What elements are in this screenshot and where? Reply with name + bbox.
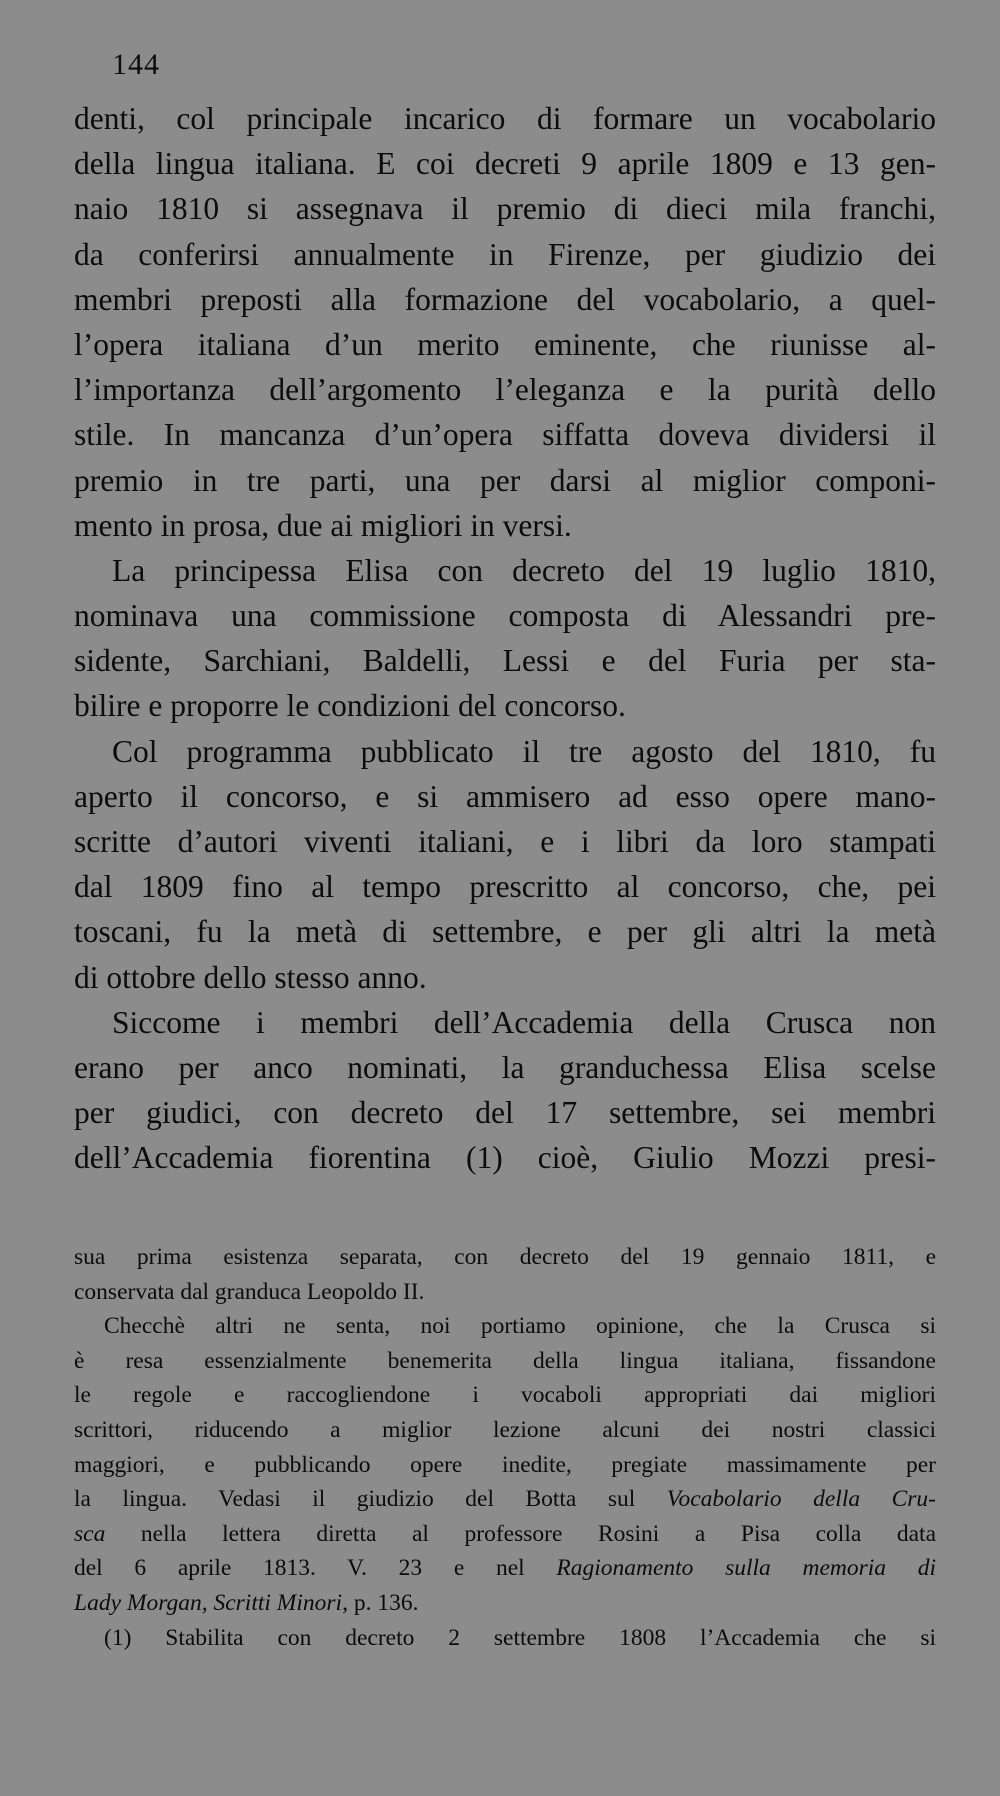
- text-line: dal 1809 fino al tempo prescritto al concorso, che, pei: [74, 869, 936, 905]
- footnote-text: nella lettera diretta al professore Rosini a Pisa colla data: [105, 1520, 936, 1547]
- main-text: [74, 96, 936, 1181]
- footnote-line: [74, 1482, 936, 1517]
- citation-title: Lady Morgan, Scritti Minori: [74, 1589, 343, 1616]
- text-line: sidente, Sarchiani, Baldelli, Lessi e del Furia per sta-: [74, 643, 936, 679]
- text-line: di ottobre dello stesso anno.: [74, 959, 427, 995]
- footnote-line: Checchè altri ne senta, noi portiamo opinione, che la Crusca si: [104, 1313, 936, 1340]
- text-line: scritte d’autori viventi italiani, e i libri da loro stampati: [74, 824, 936, 859]
- footnote-line: scrittori, riducendo a miglior lezione alcuni dei nostri classici: [74, 1416, 936, 1443]
- text-line: La principessa Elisa con decreto del 19 luglio 1810,: [112, 552, 936, 588]
- text-line: bilire e proporre le condizioni del concorso.: [74, 688, 626, 724]
- page-number: 144: [112, 48, 160, 81]
- footnote-text: la lingua. Vedasi il giudizio del Botta sul: [74, 1486, 667, 1513]
- text-line: denti, col principale incarico di formare un vocabolario: [74, 101, 936, 136]
- text-line: aperto il concorso, e si ammisero ad esso opere mano-: [74, 778, 936, 814]
- text-line: mento in prosa, due ai migliori in versi.: [74, 507, 572, 543]
- text-line: stile. In mancanza d’un’opera siffatta doveva dividersi il: [74, 417, 936, 453]
- footnote-text: del 6 aprile 1813. V. 23 e nel: [74, 1555, 557, 1582]
- citation-title: Ragionamento sulla memoria di: [556, 1555, 936, 1582]
- text-line: toscani, fu la metà di settembre, e per gli altri la metà: [74, 914, 936, 950]
- text-line: da conferirsi annualmente in Firenze, per giudizio dei: [74, 236, 936, 272]
- citation-title: sca: [74, 1520, 106, 1547]
- footnotes: [74, 1240, 936, 1655]
- text-line: premio in tre parti, una per darsi al miglior componi-: [74, 462, 936, 498]
- citation-title: Vocabolario della Cru-: [666, 1486, 936, 1513]
- text-line: naio 1810 si assegnava il premio di dieci mila franchi,: [74, 191, 936, 227]
- text-line: dell’Accademia fiorentina (1) cioè, Giulio Mozzi presi-: [74, 1140, 936, 1176]
- text-line: membri preposti alla formazione del vocabolario, a quel-: [74, 281, 936, 317]
- text-line: Col programma pubblicato il tre agosto del 1810, fu: [112, 733, 936, 769]
- text-line: l’opera italiana d’un merito eminente, che riunisse al-: [74, 326, 936, 362]
- footnote-line: [74, 1551, 936, 1586]
- footnote-line: conservata dal granduca Leopoldo II.: [74, 1278, 425, 1305]
- text-line: erano per anco nominati, la granduchessa Elisa scelse: [74, 1049, 936, 1085]
- footnote-line: (1) Stabilita con decreto 2 settembre 1808 l’Accademia che si: [104, 1624, 936, 1651]
- text-line: per giudici, con decreto del 17 settembre, sei membri: [74, 1095, 936, 1131]
- text-line: nominava una commissione composta di Alessandri pre-: [74, 598, 936, 634]
- footnote-line: è resa essenzialmente benemerita della lingua italiana, fissandone: [74, 1347, 936, 1374]
- footnote-line: [74, 1586, 936, 1621]
- footnote-line: maggiori, e pubblicando opere inedite, pregiate massimamente per: [74, 1451, 936, 1478]
- text-line: della lingua italiana. E coi decreti 9 aprile 1809 e 13 gen-: [74, 146, 936, 182]
- footnote-line: le regole e raccogliendone i vocaboli appropriati dai migliori: [74, 1382, 936, 1409]
- text-line: Siccome i membri dell’Accademia della Crusca non: [112, 1004, 936, 1040]
- footnote-text: , p. 136.: [342, 1589, 419, 1616]
- footnote-line: sua prima esistenza separata, con decreto del 19 gennaio 1811, e: [74, 1244, 936, 1270]
- text-line: l’importanza dell’argomento l’eleganza e la purità dello: [74, 372, 936, 408]
- footnote-line: [74, 1517, 936, 1552]
